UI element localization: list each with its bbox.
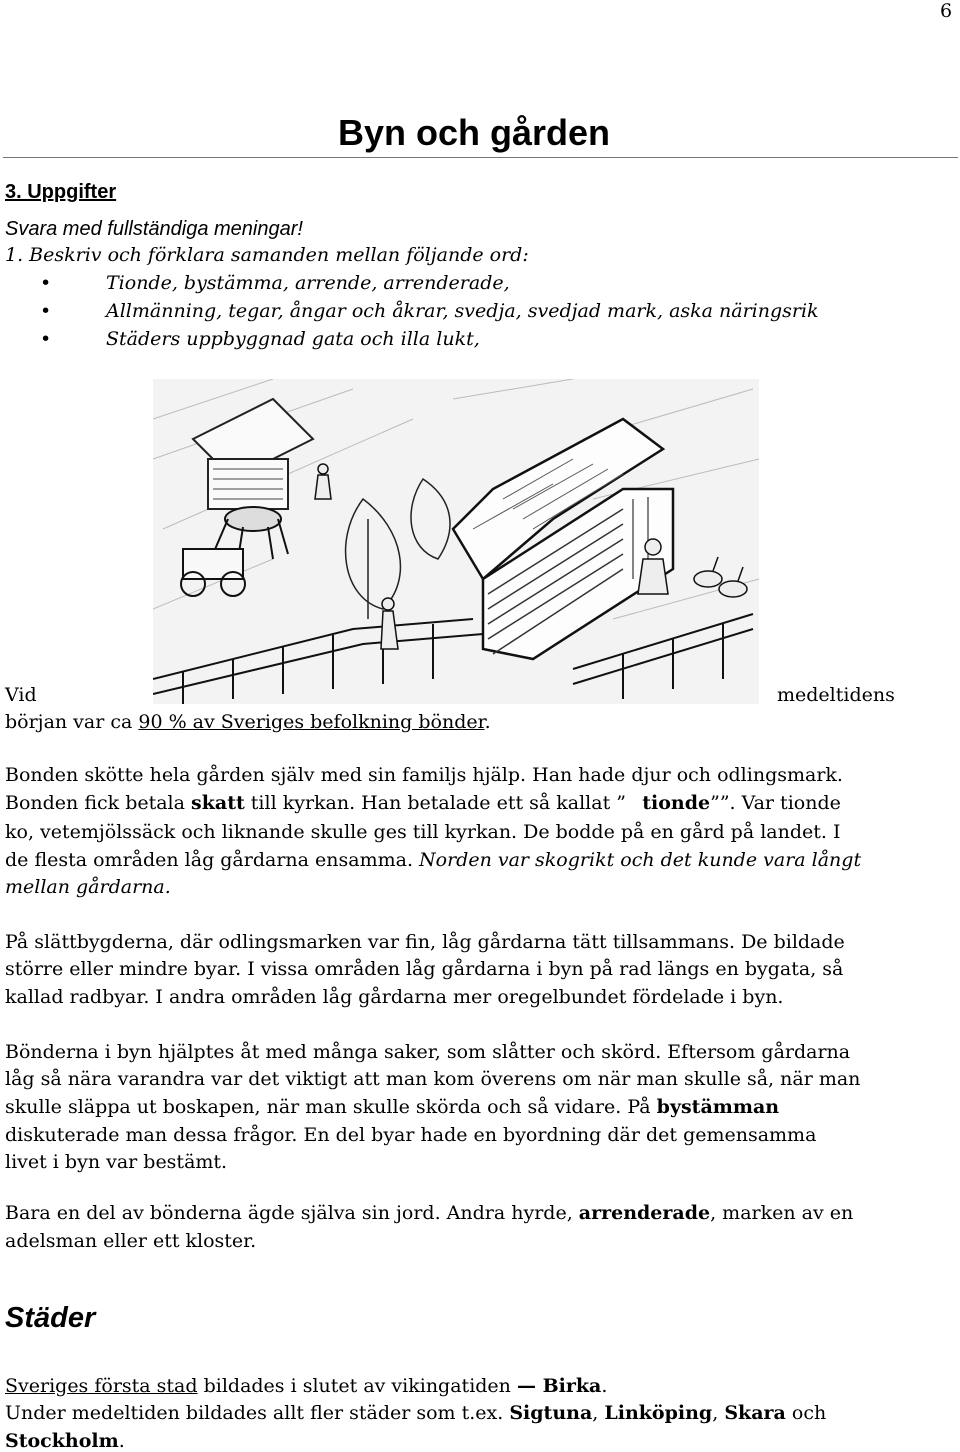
cities-heading: Städer <box>5 1302 96 1334</box>
task-bullet: • Städers uppbyggnad gata och illa lukt, <box>40 328 480 350</box>
para2-line: kallad radbyar. I andra områden låg gårdarna mer oregelbundet fördelade i byn. <box>5 986 784 1008</box>
para1-line: Bonden skötte hela gården själv med sin familjs hjälp. Han hade djur och odlingsmark. <box>5 764 843 786</box>
bullet-icon: • <box>40 300 52 322</box>
population-link[interactable]: 90 % av Sveriges befolkning bönder <box>138 711 485 733</box>
para4-line: Bara en del av bönderna ägde själva sin jord. Andra hyrde, arrenderade, marken av en <box>5 1202 854 1224</box>
task-heading: 3. Uppgifter <box>5 181 117 203</box>
bullet-icon: • <box>40 328 52 350</box>
tithe-term: tionde <box>642 792 711 814</box>
para3-line: Bönderna i byn hjälptes åt med många saker, som slåtter och skörd. Eftersom gårdarna <box>5 1041 851 1063</box>
birka-term: Birka <box>535 1375 602 1397</box>
city-name: Sigtuna <box>509 1402 593 1424</box>
cities-line: Stockholm. <box>5 1430 125 1452</box>
para3-line: skulle släppa ut boskapen, när man skulle skörda och så vidare. På bystämman <box>5 1096 780 1118</box>
task-instruction: Svara med fullständiga meningar! <box>5 218 303 240</box>
cities-line: Sveriges första stad bildades i slutet av vikingatiden — Birka. <box>5 1375 608 1397</box>
intro-word-left: Vid <box>5 684 37 706</box>
para1-line: Bonden fick betala skatt till kyrkan. Han betalade ett så kallat ” tionde””. Var tionde <box>5 792 841 814</box>
intro-word-right: medeltidens <box>777 684 895 706</box>
task-bullet: • Tionde, bystämma, arrende, arrenderade, <box>40 272 510 294</box>
tax-term: skatt <box>191 792 245 814</box>
city-name: Skara <box>724 1402 786 1424</box>
bullet-icon: • <box>40 272 52 294</box>
task-bullet: • Allmänning, tegar, ångar och åkrar, svedja, svedjad mark, aska näringsrik <box>40 300 819 322</box>
para3-line: låg så nära varandra var det viktigt att man kom överens om när man skulle så, när man <box>5 1068 861 1090</box>
para3-line: diskuterade man dessa frågor. En del byar hade en byordning där det gemensamma <box>5 1124 817 1146</box>
page-title: Byn och gården <box>338 112 611 153</box>
lease-term: arrenderade <box>578 1202 711 1224</box>
city-name: Stockholm <box>5 1430 119 1452</box>
task-question: 1. Beskriv och förklara samanden mellan följande ord: <box>5 244 529 266</box>
farm-illustration <box>153 379 759 704</box>
para2-line: På slättbygderna, där odlingsmarken var fin, låg gårdarna tätt tillsammans. De bildade <box>5 931 845 953</box>
city-name: Linköping <box>604 1402 713 1424</box>
cities-line: Under medeltiden bildades allt fler städer som t.ex. Sigtuna, Linköping, Skara och <box>5 1402 827 1424</box>
intro-line: början var ca 90 % av Sveriges befolkning bönder. <box>5 711 491 733</box>
para1-line: mellan gårdarna. <box>5 876 171 898</box>
para1-line: de flesta områden låg gårdarna ensamma. Norden var skogrikt och det kunde vara långt <box>5 849 862 871</box>
first-city-link[interactable]: Sveriges första stad <box>5 1375 198 1397</box>
para4-line: adelsman eller ett kloster. <box>5 1230 257 1252</box>
para2-line: större eller mindre byar. I vissa områden låg gårdarna i byn på rad längs en bygata, så <box>5 958 844 980</box>
para3-line: livet i byn var bestämt. <box>5 1151 228 1173</box>
para1-line: ko, vetemjölssäck och liknande skulle ges till kyrkan. De bodde på en gård på landet. I <box>5 821 841 843</box>
village-meeting-term: bystämman <box>656 1096 780 1118</box>
page-number: 6 <box>940 0 953 22</box>
title-divider <box>3 157 958 158</box>
